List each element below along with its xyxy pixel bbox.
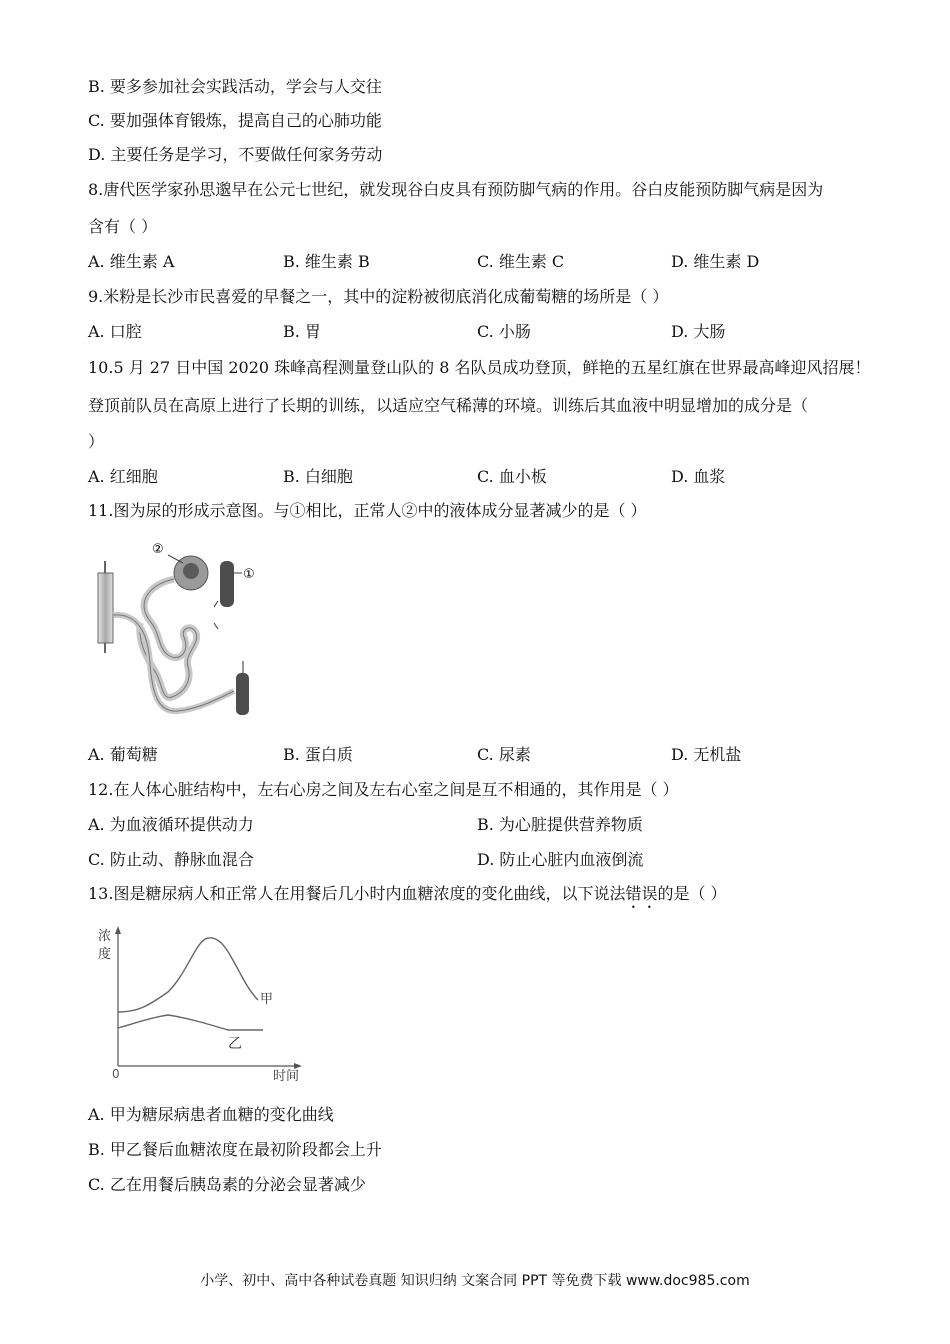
nephron-diagram [88, 533, 274, 723]
q12-option-b: B. 为心脏提供营养物质 [477, 815, 643, 834]
origin-label: 0 [112, 1067, 120, 1081]
q7-option-c: C. 要加强体育锻炼，提高自己的心肺功能 [88, 111, 382, 130]
label-1: ① [243, 567, 255, 582]
q10-option-d: D. 血浆 [671, 467, 726, 486]
q10-option-c: C. 血小板 [477, 467, 547, 486]
q9-option-c: C. 小肠 [477, 322, 531, 341]
q12-stem: 12.在人体心脏结构中，左右心房之间及左右心室之间是互不相通的，其作用是（ ） [88, 780, 679, 799]
q11-option-c: C. 尿素 [477, 745, 531, 764]
x-axis-label: 时间 [273, 1069, 300, 1084]
y-axis-label-2: 度 [98, 947, 112, 962]
q9-option-d: D. 大肠 [671, 322, 726, 341]
q13-option-c: C. 乙在用餐后胰岛素的分泌会显著减少 [88, 1175, 366, 1194]
q13-stem-emphasis: 错误 [625, 884, 658, 903]
curve-jia-label: 甲 [260, 992, 274, 1007]
q10-option-b: B. 白细胞 [283, 467, 353, 486]
q8-option-b: B. 维生素 B [283, 252, 370, 271]
curve-jia [118, 938, 258, 1012]
curve-yi-label: 乙 [228, 1036, 242, 1052]
q10-stem-line2: 登顶前队员在高原上进行了长期的训练，以适应空气稀薄的环境。训练后其血液中明显增加的成分是（ [88, 396, 809, 415]
q13-option-b: B. 甲乙餐后血糖浓度在最初阶段都会上升 [88, 1140, 382, 1159]
q8-option-d: D. 维生素 D [671, 252, 760, 271]
q13-option-a: A. 甲为糖尿病患者血糖的变化曲线 [88, 1105, 334, 1124]
label-2: ② [152, 542, 164, 557]
q13-stem [88, 884, 727, 912]
q12-option-a: A. 为血液循环提供动力 [88, 815, 254, 834]
q13-stem-pre: 13.图是糖尿病人和正常人在用餐后几小时内血糖浓度的变化曲线，以下说法 [88, 884, 626, 903]
q8-option-c: C. 维生素 C [477, 252, 565, 271]
q11-option-b: B. 蛋白质 [283, 745, 353, 764]
q7-option-d: D. 主要任务是学习，不要做任何家务劳动 [88, 145, 383, 164]
q8-stem-line1: 8.唐代医学家孙思邈早在公元七世纪，就发现谷白皮具有预防脚气病的作用。谷白皮能预防脚气病是因为 [88, 180, 824, 199]
page-footer: 小学、初中、高中各种试卷真题 知识归纳 文案合同 PPT 等免费下载 www.doc985.com [200, 1273, 750, 1289]
q12-option-c: C. 防止动、静脉血混合 [88, 850, 254, 869]
q10-stem-line1: 10.5 月 27 日中国 2020 珠峰高程测量登山队的 8 名队员成功登顶，鲜艳的五星红旗在世界最高峰迎风招展！ [88, 358, 871, 377]
curve-yi [118, 1015, 263, 1030]
q11-stem: 11.图为尿的形成示意图。与①相比，正常人②中的液体成分显著减少的是（ ） [88, 501, 647, 520]
q11-option-d: D. 无机盐 [671, 745, 742, 764]
q7-option-b: B. 要多参加社会实践活动，学会与人交往 [88, 77, 382, 96]
q10-option-a: A. 红细胞 [88, 467, 158, 486]
q10-stem-line3: ） [88, 432, 105, 451]
y-axis-label-1: 浓 [98, 929, 112, 944]
q8-option-a: A. 维生素 A [88, 252, 175, 271]
q8-stem-line2: 含有（ ） [88, 217, 158, 236]
q13-stem-post: 的是（ ） [657, 884, 727, 903]
blood-sugar-chart [88, 920, 310, 1088]
q9-stem: 9.米粉是长沙市民喜爱的早餐之一，其中的淀粉被彻底消化成葡萄糖的场所是（ ） [88, 287, 669, 306]
q12-option-d: D. 防止心脏内血液倒流 [477, 850, 644, 869]
q9-option-b: B. 胃 [283, 322, 321, 341]
q9-option-a: A. 口腔 [88, 322, 142, 341]
q11-option-a: A. 葡萄糖 [88, 745, 158, 764]
